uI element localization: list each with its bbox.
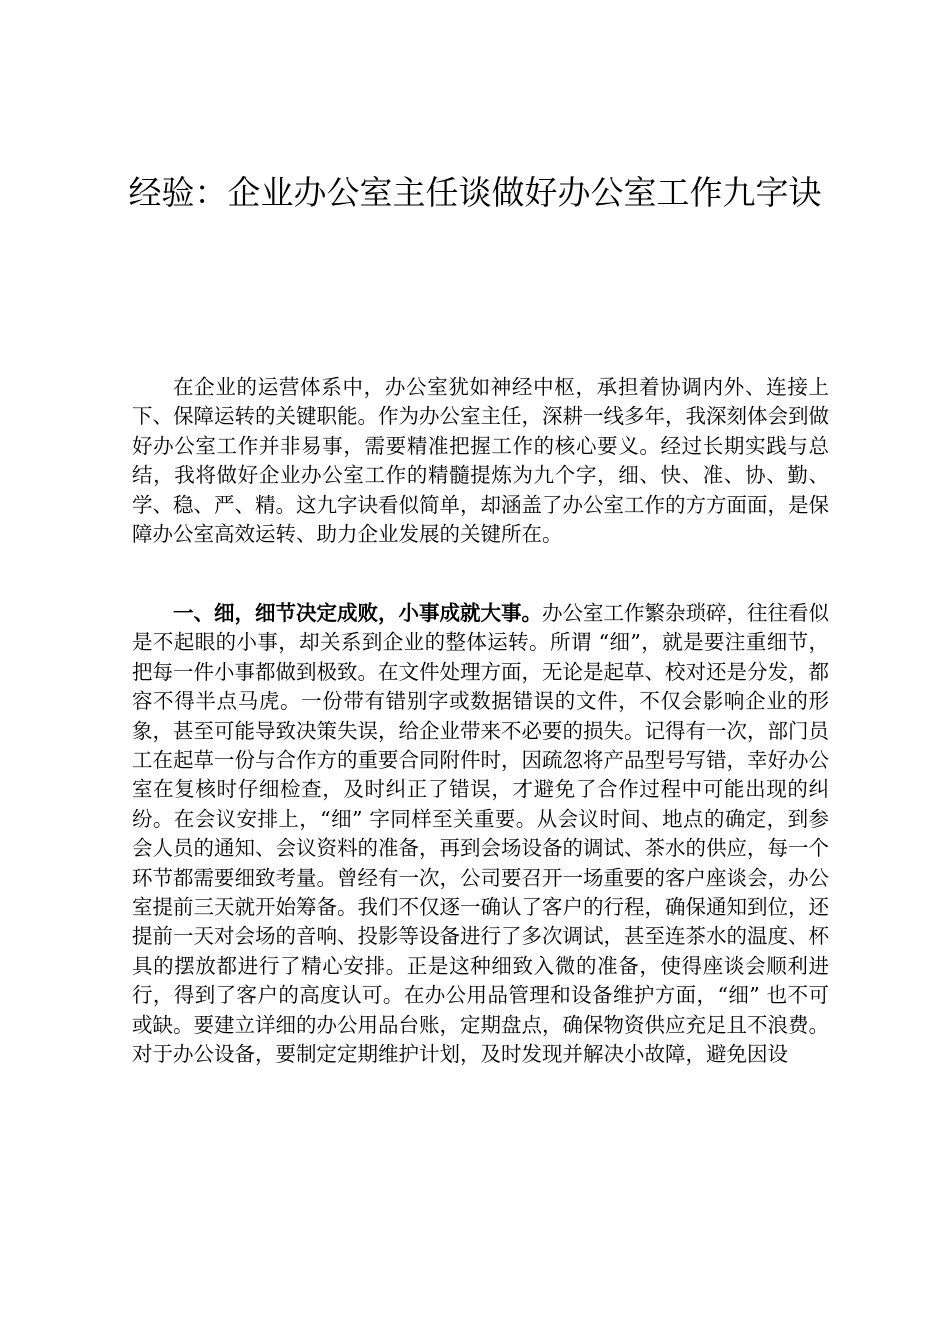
intro-paragraph <box>132 373 829 549</box>
section-1-paragraph <box>132 599 829 1070</box>
intro-paragraph-text: 在企业的运营体系中，办公室犹如神经中枢，承担着协调内外、连接上下、保障运转的关键职能。作为办公室主任，深耕一线多年，我深刻体会到做好办公室工作并非易事，需要精准把握工作的核心要义。经过长期实践与总结，我将做好企业办公室工作的精髓提炼为九个字，细、快、准、协、勤、学、稳、严、精。这九字诀看似简单，却涵盖了办公室工作的方方面面，是保障办公室高效运转、助力企业发展的关键所在。 <box>132 375 829 547</box>
section-1-text: 办公室工作繁杂琐碎，往往看似是不起眼的小事，却关系到企业的整体运转。所谓 “细”，就是要注重细节，把每一件小事都做到极致。在文件处理方面，无论是起草、校对还是分发，都容不得半点马虎。一份带有错别字或数据错误的文件，不仅会影响企业的形象，甚至可能导致决策失误，给企业带来不必要的损失。记得有一次，部门员工在起草一份与合作方的重要合同附件时，因疏忽将产品型号写错，幸好办公室在复核时仔细检查，及时纠正了错误，才避免了合作过程中可能出现的纠纷。在会议安排上，“细” 字同样至关重要。从会议时间、地点的确定，到参会人员的通知、会议资料的准备，再到会场设备的调试、茶水的供应，每一个环节都需要细致考量。曾经有一次，公司要召开一场重要的客户座谈会，办公室提前三天就开始筹备。我们不仅逐一确认了客户的行程，确保通知到位，还提前一天对会场的音响、投影等设备进行了多次调试，甚至连茶水的温度、杯具的摆放都进行了精心安排。正是这种细致入微的准备，使得座谈会顺利进行，得到了客户的高度认可。在办公用品管理和设备维护方面，“细” 也不可或缺。要建立详细的办公用品台账，定期盘点，确保物资供应充足且不浪费。对于办公设备，要制定定期维护计划，及时发现并解决小故障，避免因设 <box>132 601 829 1067</box>
section-1-heading: 一、细，细节决定成败，小事成就大事。 <box>173 601 542 625</box>
document-title: 经验：企业办公室主任谈做好办公室工作九字诀 <box>128 173 822 212</box>
